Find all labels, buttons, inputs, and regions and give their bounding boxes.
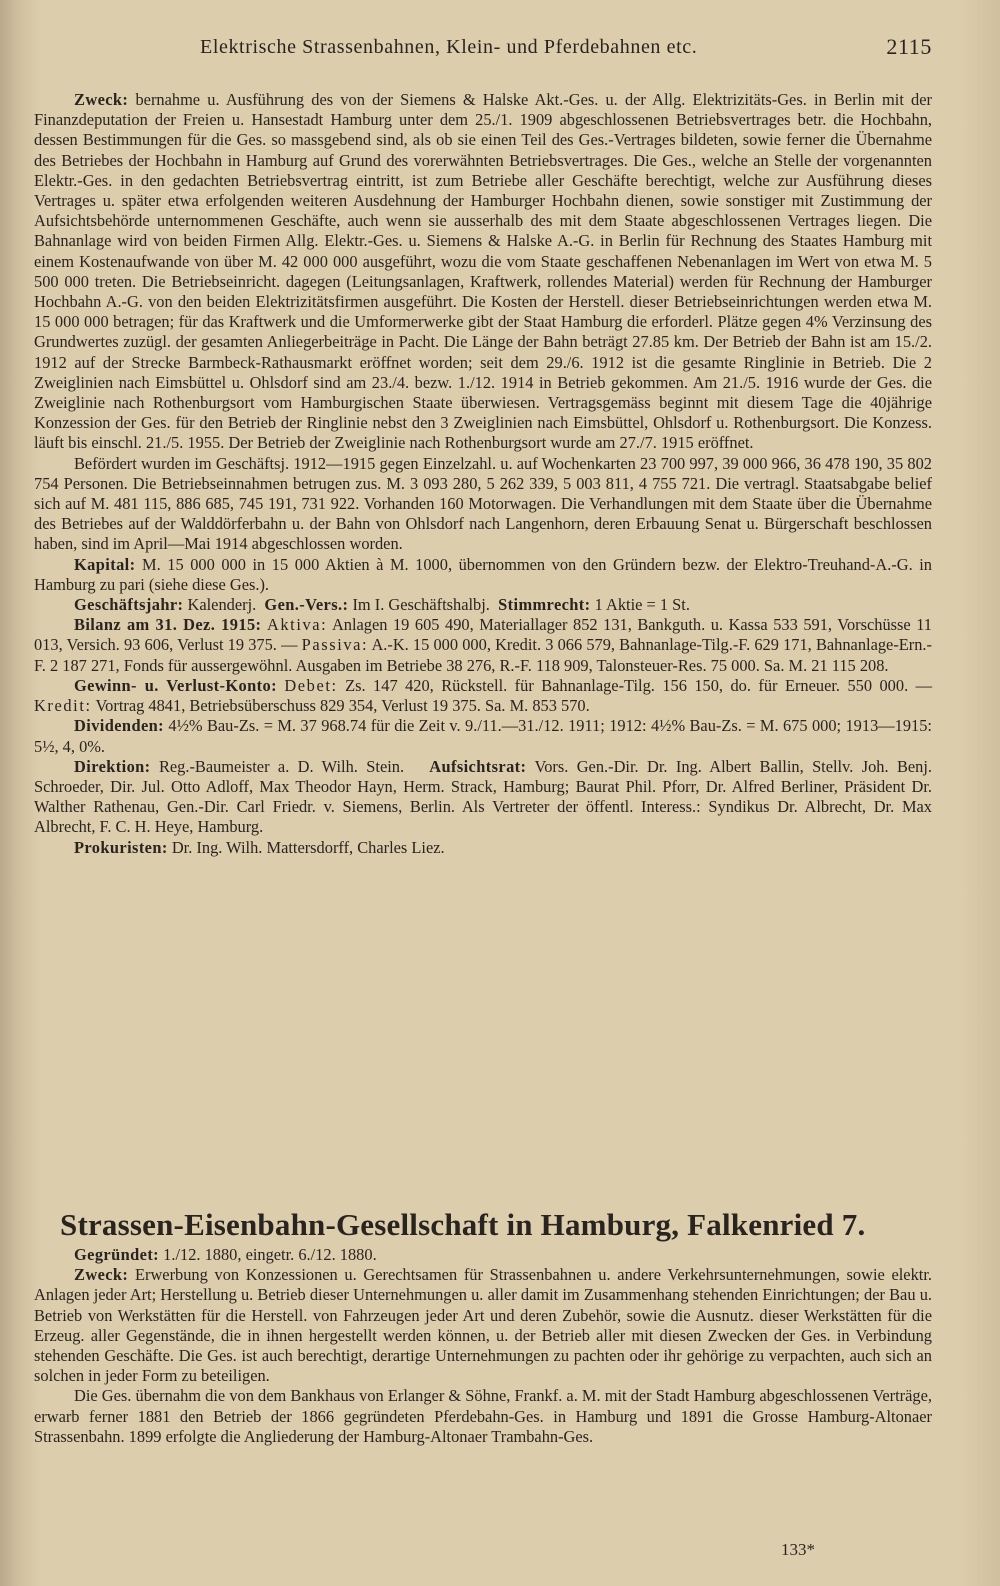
befoerdert-paragraph <box>34 454 932 555</box>
company-address: Falkenried 7. <box>687 1207 866 1242</box>
aktiva-text: Anlagen 19 605 490, Materiallager 852 131, Bankguth. u. Kassa 533 591, Vorschüsse 11 013, Versich. 93 606, Verlust 19 375. — <box>34 615 932 655</box>
dividenden-text: 4½% Bau-Zs. = M. 37 968.74 für die Zeit v. 9./11.—31./12. 1911; 1912: 4½% Bau-Zs. = M. 675 000; 1913—1915: 5½, 4, 0%. <box>34 716 932 756</box>
guv-label: Gewinn- u. Verlust-Konto: <box>74 675 277 695</box>
company-entry-strassen-eisenbahn <box>34 1245 932 1447</box>
dividenden-paragraph <box>34 716 932 756</box>
dividenden-label: Dividenden: <box>74 716 165 736</box>
geschaeftsjahr-text: Kalenderj. <box>187 595 257 615</box>
stimmrecht-text: 1 Aktie = 1 St. <box>594 595 690 615</box>
direktion-text: Reg.-Baumeister a. D. Wilh. Stein. <box>158 756 405 776</box>
stimmrecht-label: Stimmrecht: <box>498 595 591 615</box>
debet-label: Debet: <box>284 675 338 695</box>
prokuristen-paragraph <box>34 838 932 858</box>
befoerdert-text: Befördert wurden im Geschäftsj. 1912—1915 gegen Einzelzahl. u. auf Wochenkarten 23 700 997, 39 000 966, 36 478 190, 35 802 754 Personen. Die Betriebseinnahmen betrugen zus. M. 3 093 280, 5 262 339, 5 003 811, 4 755 721. Die vertragl. Staatsabgabe belief sich auf M. 481 115, 886 685, 745 191, 731 922. Vorhanden 160 Motorwagen. Die Verhandlungen mit dem Staate über die Übernahme des Betriebes auf der Walddörferbahn u. der Bahn von Ohlsdorf nach Langenhorn, deren Erbauung Senat u. Bürgerschaft beschlossen haben, sind im April—Mai 1914 abgeschlossen worden. <box>34 453 932 554</box>
passiva-label: Passiva: <box>301 635 369 655</box>
zweck-label: Zweck: <box>74 90 129 109</box>
aktiva-label: Aktiva: <box>266 615 328 635</box>
kredit-text: Vortrag 4841, Betriebsüberschuss 829 354, Verlust 19 375. Sa. M. 853 570. <box>95 696 590 716</box>
direktion-label: Direktion: <box>74 756 151 776</box>
page-number: 2115 <box>886 34 932 59</box>
zweck2-paragraph <box>34 1265 932 1386</box>
running-title: Elektrische Strassenbahnen, Klein- und Pferdebahnen etc. <box>200 36 698 58</box>
passiva-text: A.-K. 15 000 000, Kredit. 3 066 579, Bahnanlage-Tilg.-F. 629 171, Bahnanlage-Ern.-F. 2 187 271, Fonds für aussergewöhnl. Ausgaben im Betriebe 38 276, R.-F. 118 909, Talonsteuer-Res. 75 000. Sa. M. 21 115 208. <box>34 635 932 675</box>
page-header <box>60 34 932 64</box>
kapital-label: Kapital: <box>74 554 136 574</box>
kapital-paragraph <box>34 555 932 595</box>
gegruendet-paragraph <box>34 1245 932 1265</box>
company-name: Strassen-Eisenbahn-Gesellschaft in Hamburg, <box>60 1207 680 1242</box>
company-heading <box>60 1207 940 1243</box>
gegruendet-label: Gegründet: <box>74 1245 160 1264</box>
aufsichtsrat-label: Aufsichtsrat: <box>429 756 527 776</box>
signature-mark: 133* <box>781 1540 815 1559</box>
company-entry-hochbahn <box>34 90 932 858</box>
kredit-label: Kredit: <box>34 696 92 716</box>
bilanz-label: Bilanz am 31. Dez. 1915: <box>74 615 262 635</box>
aufsichtsrat-text: Vors. Gen.-Dir. Dr. Ing. Albert Ballin, Stellv. Joh. Benj. Schroeder, Dir. Jul. Otto Adloff, Max Theodor Hayn, Herm. Strack, Hamburg; Baurat Phil. Pforr, Dr. Alfred Berliner, Präsident Dr. Walther Rathenau, Gen.-Dir. Carl Friedr. v. Siemens, Berlin. Als Vertreter der öffentl. Interess.: Syndikus Dr. Albrecht, Dr. Max Albrecht, F. C. H. Heye, Hamburg. <box>34 756 933 837</box>
prokuristen-label: Prokuristen: <box>74 837 168 857</box>
gegruendet-text: 1./12. 1880, eingetr. 6./12. 1880. <box>163 1245 377 1264</box>
geschaeftsjahr-paragraph <box>34 595 932 615</box>
history-paragraph <box>34 1386 932 1447</box>
zweck-paragraph <box>34 90 932 454</box>
gen-vers-text: Im I. Geschäftshalbj. <box>352 595 490 615</box>
bilanz-paragraph <box>34 615 932 676</box>
gen-vers-label: Gen.-Vers.: <box>264 595 349 615</box>
zweck-text: bernahme u. Ausführung des von der Siemens & Halske Akt.-Ges. u. der Allg. Elektrizitäts-Ges. in Berlin mit der Finanzdeputation der Freien u. Hansestadt Hamburg unter dem 25./1. 1909 abgeschlossenen Betriebsvertrages betr. die Hochbahn, dessen Bestimmungen für die Ges. so massgebend sind, als ob sie einen Teil des Ges.-Vertrages bildeten, sowie ferner die Übernahme des Betriebes der Hochbahn in Hamburg auf Grund des vorerwähnten Betriebsvertrages. Die Ges., welche an Stelle der vorgenannten Elektr.-Ges. in den gedachten Betriebsvertrag eintritt, ist zum Betriebe aller Geschäfte berechtigt, welche zur Ausführung dieses Vertrages u. später etwa erfolgenden weiteren Ausdehnung der Hamburger Hochbahn dienen, sowie sonstiger mit Zustimmung der Aufsichtsbehörde unternommenen Geschäfte, auch wenn sie ausserhalb des mit dem Staate abgeschlossenen Vertrages liegen. Die Bahnanlage wird von beiden Firmen Allg. Elektr.-Ges. u. Siemens & Halske A.-G. in Berlin für Rechnung des Staates Hamburg mit einem Kostenaufwande von über M. 42 000 000 ausgeführt, wozu die vom Staate geschaffenen Nebenanlagen im Wert von etwa M. 5 500 000 treten. Die Betriebseinricht. dagegen (Leitungsanlagen, Kraftwerk, rollendes Material) werden für Rechnung der Hamburger Hochbahn A.-G. von den beiden Elektrizitätsfirmen ausgeführt. Die Kosten der Herstell. dieser Betriebseinrichtungen werden etwa M. 15 000 000 betragen; für das Kraftwerk und die Umformerwerke gibt der Staat Hamburg die erforderl. Plätze gegen 4% Verzinsung des Grundwertes zuzügl. der gesamten Anliegerbeiträge in Pacht. Die Länge der Bahn beträgt 27.85 km. Der Betrieb der Bahn ist am 15./2. 1912 auf der Strecke Barmbeck-Rathausmarkt eröffnet worden; seit dem 29./6. 1912 ist die gesamte Ringlinie in Betrieb. Die 2 Zweiglinien nach Eimsbüttel u. Ohlsdorf sind am 23./4. bezw. 1./12. 1914 in Betrieb gekommen. Am 21./5. 1916 wurde der Ges. die Zweiglinie nach Rothenburgsort vom Hamburgischen Staate überwiesen. Vertragsgemäss beginnt mit diesem Tage die 40jährige Konzession der Ges. für den Betrieb der Ringlinie nebst den 3 Zweiglinien nach Eimsbüttel, Ohlsdorf u. Rothenburgsort. Die Konzess. läuft bis einschl. 21./5. 1955. Der Betrieb der Zweiglinie nach Rothenburgsort wurde am 27./7. 1915 eröffnet. <box>34 90 932 453</box>
gewinn-verlust-paragraph <box>34 676 932 716</box>
zweck2-label: Zweck: <box>74 1265 129 1285</box>
zweck2-text: Erwerbung von Konzessionen u. Gerechtsamen für Strassenbahnen u. andere Verkehrsunternehmungen, sowie elektr. Anlagen jeder Art; Herstellung u. Betrieb dieser Unternehmungen u. aller damit im Zusammenhang stehenden Einrichtungen; der Bau u. Betrieb von Werkstätten für die Herstell. von Fahrzeugen jeder Art und deren Zubehör, sowie die Ausnutz. dieser Werkstätten für die Erzeug. aller Gegenstände, die in ihnen hergestellt werden können, u. der Betrieb aller mit diesen Zwecken der Ges. in Verbindung stehenden Geschäfte. Die Ges. ist auch berechtigt, derartige Unternehmungen zu pachten oder ihr gehörige zu verpachten, auch sich an solchen in jeder Form zu beteiligen. <box>34 1265 932 1386</box>
kapital-text: M. 15 000 000 in 15 000 Aktien à M. 1000, übernommen von den Gründern bezw. der Elektro-Treuhand-A.-G. in Hamburg zu pari (siehe diese Ges.). <box>34 554 932 594</box>
debet-text: Zs. 147 420, Rückstell. für Bahnanlage-Tilg. 156 150, do. für Erneuer. 550 000. — <box>345 675 932 695</box>
prokuristen-text: Dr. Ing. Wilh. Mattersdorff, Charles Liez. <box>171 837 445 857</box>
history-text: Die Ges. übernahm die von dem Bankhaus von Erlanger & Söhne, Frankf. a. M. mit der Stadt Hamburg abgeschlossenen Verträge, erwarb ferner 1881 den Betrieb der 1866 gegründeten Pferdebahn-Ges. in Hamburg und 1891 die Grosse Hamburg-Altonaer Strassenbahn. 1899 erfolgte die Angliederung der Hamburg-Altonaer Trambahn-Ges. <box>34 1386 932 1446</box>
direktion-paragraph <box>34 757 932 838</box>
geschaeftsjahr-label: Geschäftsjahr: <box>74 595 184 615</box>
